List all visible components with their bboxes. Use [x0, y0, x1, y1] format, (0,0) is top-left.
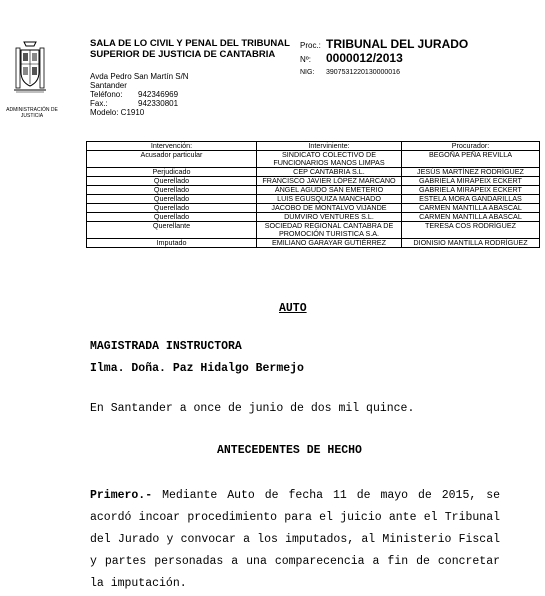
party-cell: DUMVIRO VENTURES S.L.	[257, 213, 402, 222]
auto-title: AUTO	[279, 302, 307, 315]
attorney-cell: JESÚS MARTÍNEZ RODRÍGUEZ	[402, 168, 540, 177]
address-city: Santander	[90, 81, 127, 90]
attorney-cell: GABRIELA MIRAPEIX ECKERT	[402, 186, 540, 195]
party-cell: Interviniente:	[257, 142, 402, 151]
address-street: Avda Pedro San Martín S/N	[90, 72, 189, 81]
intervention-cell: Intervención:	[87, 142, 257, 151]
coat-of-arms-icon	[12, 40, 48, 98]
section-title: ANTECEDENTES DE HECHO	[217, 444, 362, 457]
proc-value: TRIBUNAL DEL JURADO	[326, 37, 469, 51]
magistrate-role: MAGISTRADA INSTRUCTORA	[90, 340, 242, 353]
fax-label: Fax.:	[90, 99, 108, 108]
phone-row	[90, 90, 189, 99]
party-cell: CEP CANTABRIA S.L.	[257, 168, 402, 177]
attorney-cell: CARMEN MANTILLA ABASCAL	[402, 213, 540, 222]
court-address	[90, 72, 189, 117]
party-cell: EMILIANO GARAYAR GUTIÉRREZ	[257, 239, 402, 248]
party-cell: FRANCISCO JAVIER LÓPEZ MARCANO	[257, 177, 402, 186]
party-cell: SINDICATO COLECTIVO DE FUNCIONARIOS MANOS LIMPAS	[257, 151, 402, 168]
party-cell: SOCIEDAD REGIONAL CANTABRA DE PROMOCIÓN TURISTICA S.A.	[257, 222, 402, 239]
phone-label: Teléfono:	[90, 90, 123, 99]
nig-value: 3907531220130000016	[326, 69, 400, 76]
intervention-cell: Querellante	[87, 222, 257, 239]
first-paragraph	[90, 485, 500, 595]
fax-value: 942330801	[138, 99, 179, 108]
attorney-cell: BEGOÑA PEÑA REVILLA	[402, 151, 540, 168]
intervention-cell: Perjudicado	[87, 168, 257, 177]
intervention-cell: Querellado	[87, 213, 257, 222]
attorney-cell: Procurador:	[402, 142, 540, 151]
intervention-cell: Querellado	[87, 195, 257, 204]
intervention-cell: Querellado	[87, 177, 257, 186]
attorney-cell: ESTELA MORA GANDARILLAS	[402, 195, 540, 204]
proc-label: Proc.:	[300, 41, 321, 50]
procedure-block	[300, 38, 468, 79]
intervention-cell: Acusador particular	[87, 151, 257, 168]
intervention-cell: Querellado	[87, 186, 257, 195]
first-label: Primero.-	[90, 489, 153, 502]
court-name: SALA DE LO CIVIL Y PENAL DEL TRIBUNAL SUPERIOR DE JUSTICIA DE CANTABRIA	[90, 38, 290, 60]
parties-table	[86, 141, 540, 248]
first-text: Mediante Auto de fecha 11 de mayo de 2015, se acordó incoar procedimiento para el juicio ante el Tribunal del Jurado y convocar a los imputados, al Ministerio Fiscal y partes personadas a una comparecencia a fin de concretar la imputación.	[90, 489, 500, 590]
table-row	[87, 222, 540, 239]
crest-caption: ADMINISTRACIÓN DE JUSTICIA	[6, 107, 58, 119]
place-date: En Santander a once de junio de dos mil quince.	[90, 402, 415, 415]
fax-row	[90, 99, 189, 108]
case-number-label: Nº:	[300, 55, 311, 64]
party-cell: ÁNGEL AGUDO SAN EMETERIO	[257, 186, 402, 195]
attorney-cell: GABRIELA MIRAPEIX ECKERT	[402, 177, 540, 186]
intervention-cell: Imputado	[87, 239, 257, 248]
party-cell: LUIS EGUSQUIZA MANCHADO	[257, 195, 402, 204]
table-row	[87, 239, 540, 248]
attorney-cell: DIONISIO MANTILLA RODRÍGUEZ	[402, 239, 540, 248]
magistrate-name: Ilma. Doña. Paz Hidalgo Bermejo	[90, 362, 304, 375]
attorney-cell: TERESA COS RODRÍGUEZ	[402, 222, 540, 239]
attorney-cell: CARMEN MANTILLA ABASCAL	[402, 204, 540, 213]
party-cell: JACOBO DE MONTALVO VIJANDE	[257, 204, 402, 213]
model-code: Modelo: C1910	[90, 108, 145, 117]
phone-value: 942346969	[138, 90, 179, 99]
nig-label: NIG:	[300, 69, 315, 76]
intervention-cell: Querellado	[87, 204, 257, 213]
table-row	[87, 151, 540, 168]
case-number: 0000012/2013	[326, 51, 403, 65]
